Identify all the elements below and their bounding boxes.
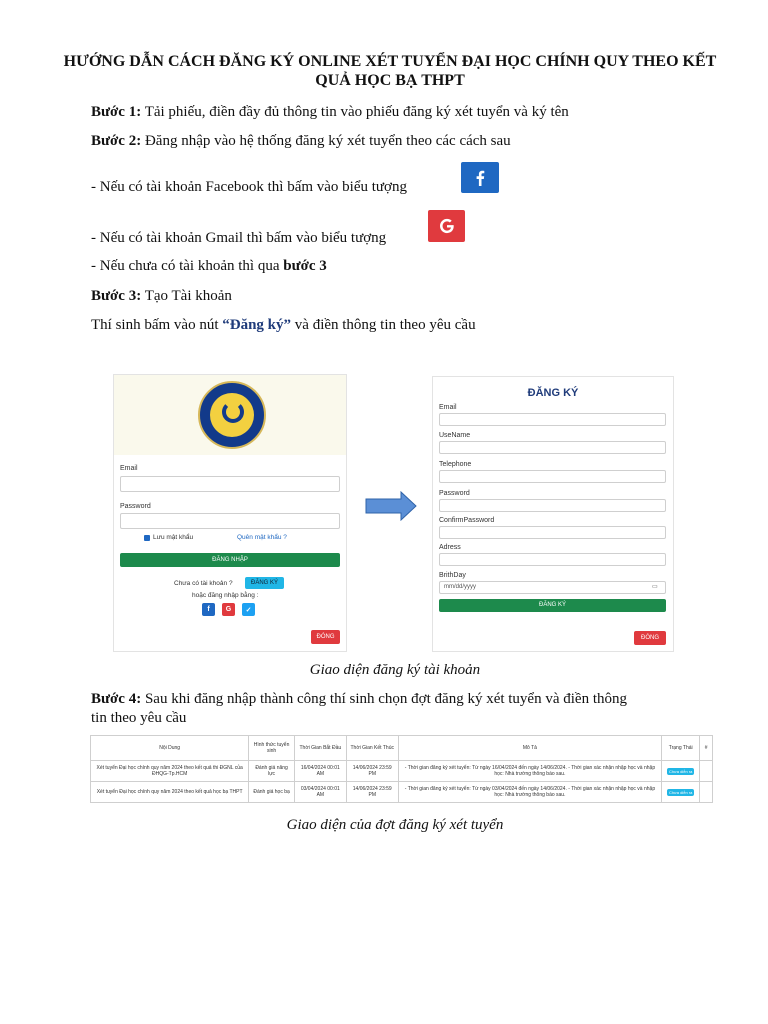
col-header: Thời Gian Kết Thúc [346, 736, 398, 761]
step3-line [91, 287, 232, 305]
step4-line2: tin theo yêu cầu [91, 710, 187, 726]
table-cell [700, 782, 713, 803]
step2-line [91, 132, 511, 150]
step3-text: Tạo Tài khoản [141, 288, 232, 304]
table-cell: 16/04/2024 00:01 AM [294, 761, 346, 782]
table-row[interactable] [91, 782, 713, 803]
login-email-input[interactable] [120, 476, 340, 492]
step2-text: Đăng nhập vào hệ thống đăng ký xét tuyển theo các cách sau [141, 133, 511, 149]
register-title: ĐĂNG KÝ [527, 387, 579, 399]
step3-label: Bước 3: [91, 288, 142, 304]
reg-field-label-email: Email [439, 404, 457, 411]
table-cell: Đánh giá năng lực [249, 761, 295, 782]
register-instruction-post: và điền thông tin theo yêu cầu [291, 317, 476, 333]
arrow-right-icon [365, 491, 417, 521]
login-screenshot [113, 374, 347, 652]
reg-confirm-input[interactable] [439, 526, 666, 539]
caption-rounds: Giao diện của đợt đăng ký xét tuyển [286, 817, 504, 833]
login-email-label: Email [120, 465, 138, 472]
university-logo [198, 381, 266, 449]
table-cell [700, 761, 713, 782]
reg-field-label-address: Adress [439, 544, 461, 551]
mini-google-icon[interactable]: G [222, 603, 235, 616]
page-title: HƯỚNG DẪN CÁCH ĐĂNG KÝ ONLINE XÉT TUYỂN ĐẠI HỌC CHÍNH QUY THEO KẾT QUẢ HỌC BẠ THPT [63, 53, 717, 89]
step1-line [91, 103, 569, 121]
reg-submit-button[interactable]: ĐĂNG KÝ [439, 599, 666, 612]
step4-label: Bước 4: [91, 691, 142, 707]
table-cell: - Thời gian đăng ký xét tuyển: Từ ngày 16/04/2024 đến ngày 14/06/2024. - Thời gian xác nhận nhập học và nhập học: Nhà trường thông báo sau. [398, 761, 661, 782]
reg-telephone-input[interactable] [439, 470, 666, 483]
step4-line1 [91, 690, 627, 708]
facebook-line: - Nếu có tài khoản Facebook thì bấm vào biểu tượng [91, 179, 407, 195]
rounds-table [90, 735, 713, 803]
facebook-icon[interactable] [461, 162, 499, 193]
calendar-icon[interactable]: ▭ [652, 584, 658, 590]
reg-field-label-password: Password [439, 490, 470, 497]
mini-twitter-icon[interactable]: ✓ [242, 603, 255, 616]
register-keyword: “Đăng ký” [222, 317, 292, 333]
step4-text1: Sau khi đăng nhập thành công thí sinh chọn đợt đăng ký xét tuyển và điền thông [141, 691, 627, 707]
register-instruction-pre: Thí sinh bấm vào nút [91, 317, 223, 333]
google-icon[interactable] [428, 210, 465, 242]
step1-text: Tải phiếu, điền đầy đủ thông tin vào phiếu đăng ký xét tuyển và ký tên [141, 104, 569, 120]
table-cell: Xét tuyển Đại học chính quy năm 2024 theo kết quả học bạ THPT [91, 782, 249, 803]
login-password-input[interactable] [120, 513, 340, 529]
no-account-label: Chưa có tài khoản ? [174, 580, 233, 587]
no-account-line [91, 257, 327, 275]
table-cell: 14/06/2024 23:59 PM [346, 761, 398, 782]
table-cell [662, 782, 700, 803]
no-account-bold: bước 3 [283, 258, 327, 274]
reg-field-label-confirm: ConfirmPassword [439, 517, 495, 524]
col-header: Trạng Thái [662, 736, 700, 761]
caption-account: Giao diện đăng ký tài khoản [309, 662, 481, 678]
step1-label: Bước 1: [91, 104, 142, 120]
or-login-label: hoặc đăng nhập bằng : [192, 592, 259, 599]
col-header: # [700, 736, 713, 761]
col-header: Nội Dung [91, 736, 249, 761]
table-cell: - Thời gian đăng ký xét tuyển: Từ ngày 03/04/2024 đến ngày 14/06/2024. - Thời gian xác nhận nhập học và nhập học: Nhà trường thông báo sau. [398, 782, 661, 803]
no-account-text: - Nếu chưa có tài khoản thì qua [91, 258, 284, 274]
login-register-button[interactable]: ĐĂNG KÝ [245, 577, 284, 589]
table-cell [662, 761, 700, 782]
reg-username-input[interactable] [439, 441, 666, 454]
login-close-button[interactable]: ĐÓNG [311, 630, 340, 644]
login-button[interactable]: ĐĂNG NHẬP [120, 553, 340, 567]
remember-checkbox[interactable] [144, 535, 150, 541]
reg-address-input[interactable] [439, 553, 666, 566]
login-password-label: Password [120, 503, 151, 510]
reg-field-label-username: UseName [439, 432, 471, 439]
register-screenshot [432, 376, 674, 652]
table-cell: 03/04/2024 00:01 AM [294, 782, 346, 803]
status-badge[interactable]: Chưa diễn ra [669, 768, 693, 774]
reg-password-input[interactable] [439, 499, 666, 512]
table-row[interactable] [91, 761, 713, 782]
gmail-line: - Nếu có tài khoản Gmail thì bấm vào biểu tượng [91, 230, 387, 246]
register-instruction [91, 316, 476, 334]
forgot-password-link[interactable]: Quên mật khẩu ? [237, 534, 287, 541]
col-header: Mô Tả [398, 736, 661, 761]
birthday-placeholder: mm/dd/yyyy [444, 584, 477, 590]
table-cell: Đánh giá học bạ [249, 782, 295, 803]
col-header: Hình thức tuyển sinh [249, 736, 295, 761]
status-badge[interactable]: Chưa diễn ra [669, 789, 693, 795]
remember-label: Lưu mật khẩu [153, 534, 194, 541]
table-cell: 14/06/2024 23:59 PM [346, 782, 398, 803]
table-header-row [91, 736, 713, 761]
col-header: Thời Gian Bắt Đầu [294, 736, 346, 761]
reg-field-label-telephone: Telephone [439, 461, 472, 468]
reg-close-button[interactable]: ĐÓNG [634, 631, 666, 645]
reg-email-input[interactable] [439, 413, 666, 426]
reg-field-label-birthday: BrithDay [439, 572, 466, 579]
mini-facebook-icon[interactable]: f [202, 603, 215, 616]
table-cell: Xét tuyển Đại học chính quy năm 2024 theo kết quả thi ĐGNL của ĐHQG-Tp.HCM [91, 761, 249, 782]
step2-label: Bước 2: [91, 133, 142, 149]
